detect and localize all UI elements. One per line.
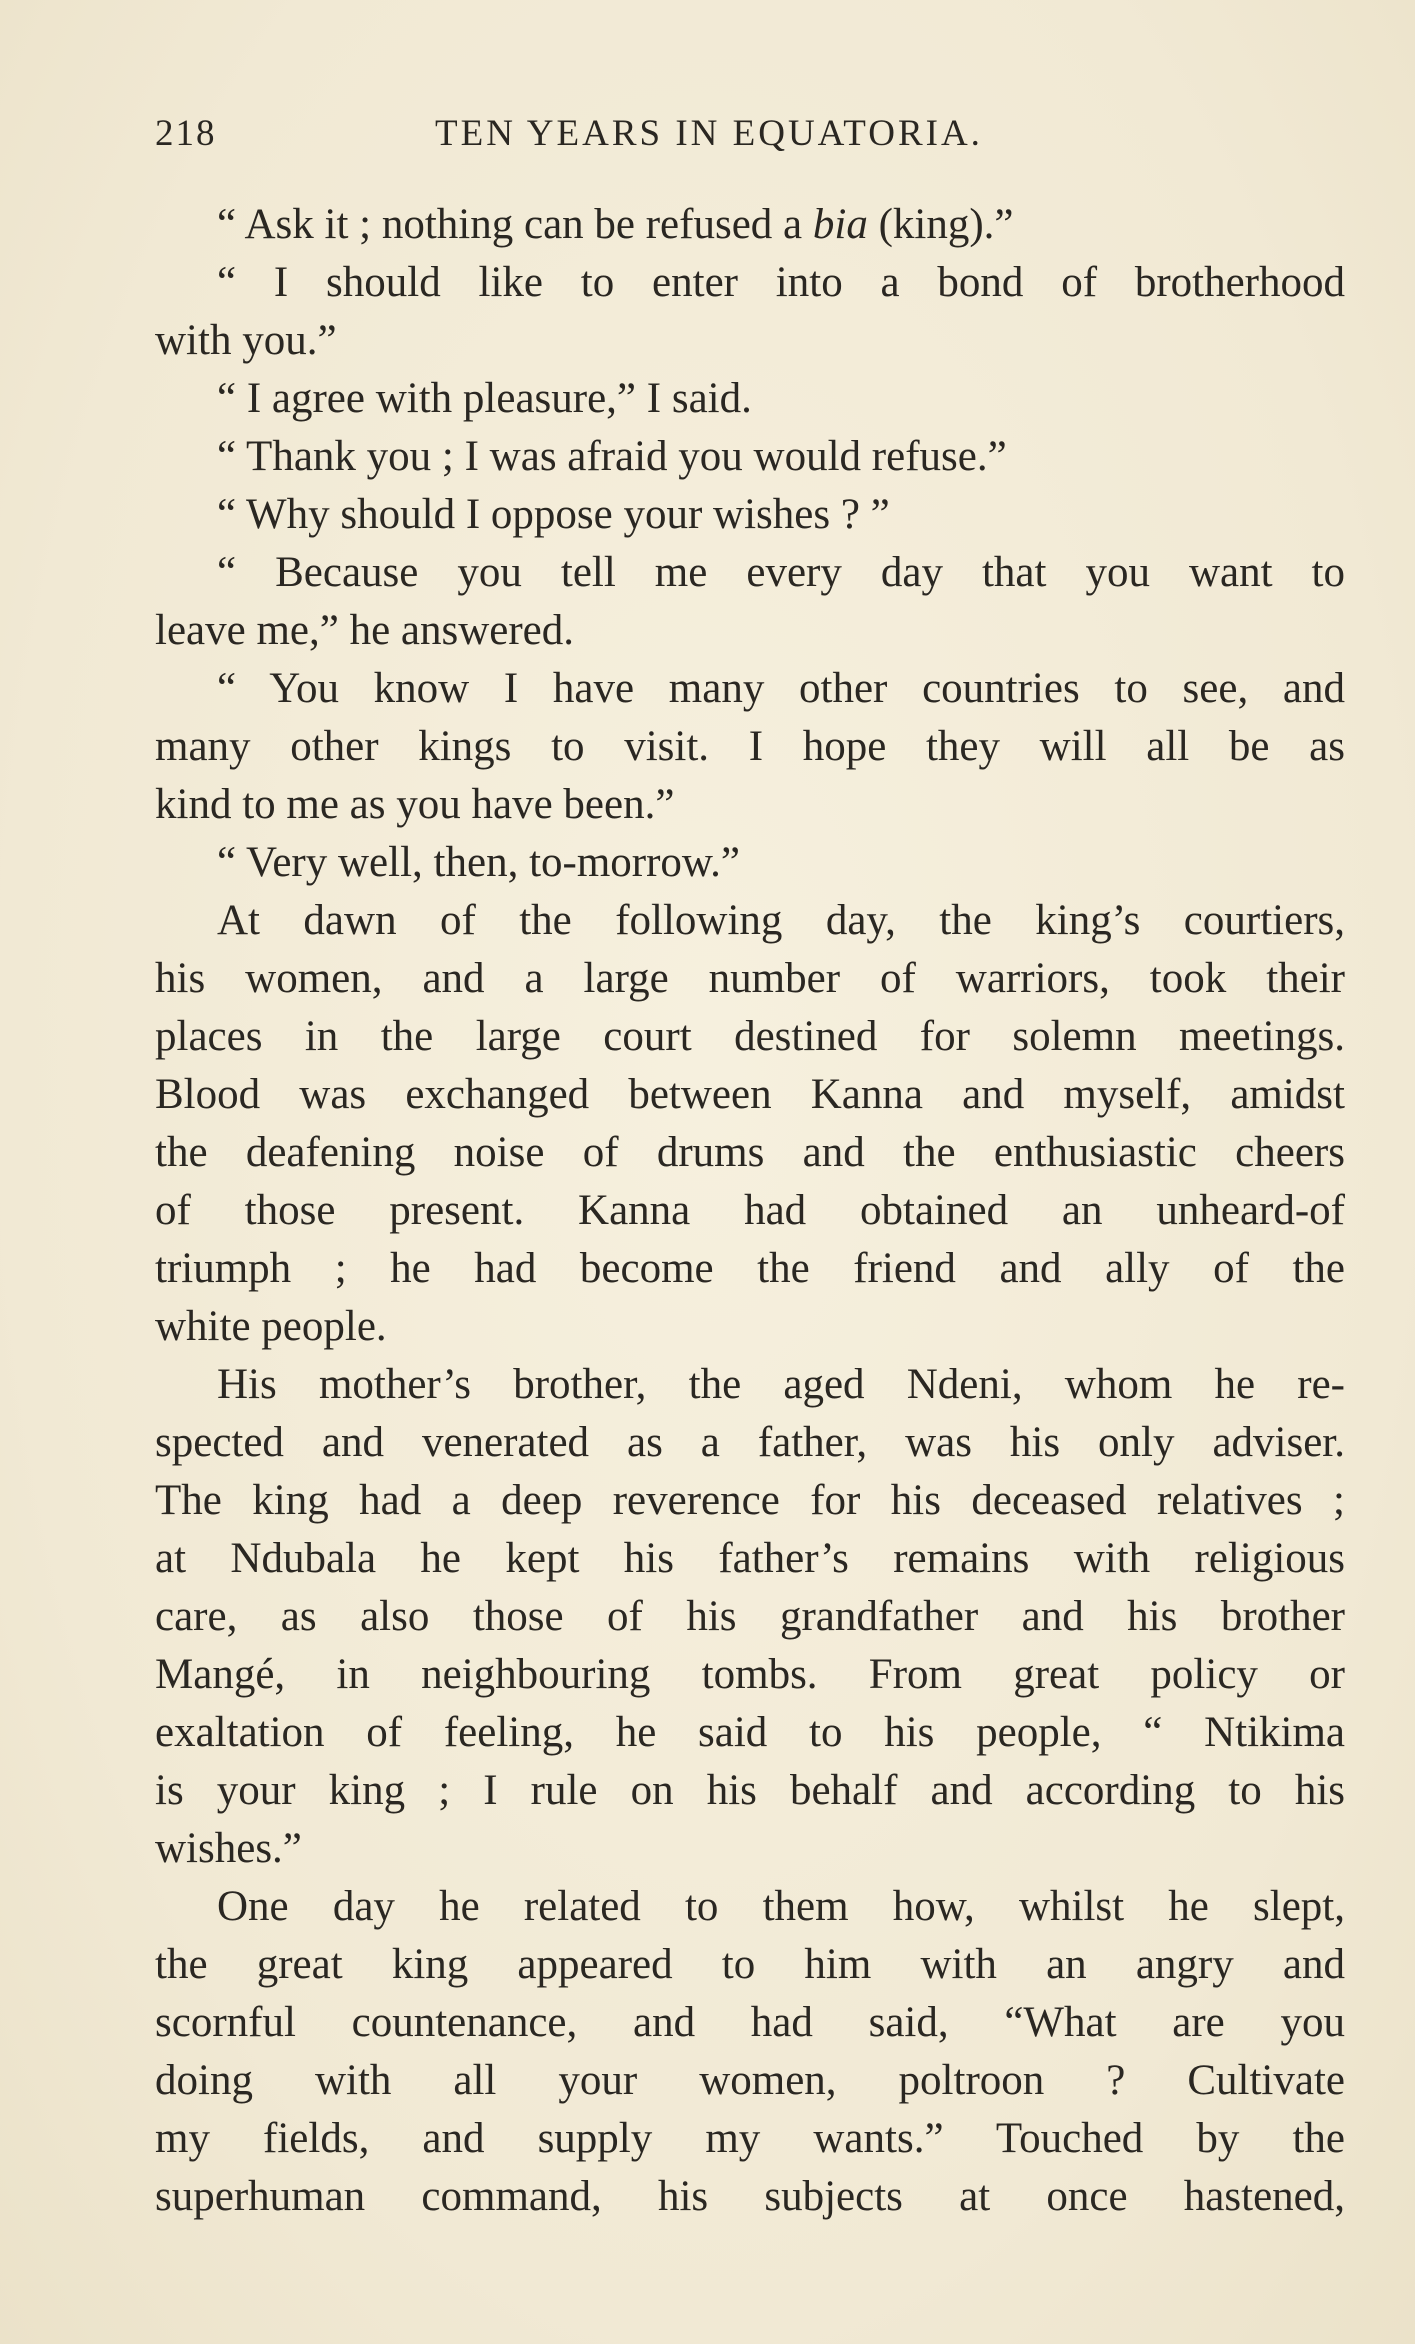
text-line: “ Thank you ; I was afraid you would refuse.” — [217, 433, 1007, 480]
text-line: At dawn of the following day, the king’s courtiers, — [217, 897, 1345, 944]
text-line: superhuman command, his subjects at once hastened, — [155, 2173, 1345, 2220]
text-line: care, as also those of his grandfather and his brother — [155, 1593, 1345, 1640]
text-line: white people. — [155, 1303, 387, 1350]
text-line: “ I should like to enter into a bond of brotherhood — [217, 259, 1345, 306]
text-line: Mangé, in neighbouring tombs. From great policy or — [155, 1651, 1345, 1698]
text-span: (king).” — [867, 201, 1014, 248]
text-line: The king had a deep reverence for his deceased relatives ; — [155, 1477, 1345, 1524]
text-line: the great king appeared to him with an angry and — [155, 1941, 1345, 1988]
text-line — [217, 196, 1014, 254]
text-line: wishes.” — [155, 1825, 302, 1872]
text-line: spected and venerated as a father, was his only adviser. — [155, 1419, 1345, 1466]
text-line: with you.” — [155, 317, 337, 364]
text-line: at Ndubala he kept his father’s remains with religious — [155, 1535, 1345, 1582]
text-line: kind to me as you have been.” — [155, 781, 675, 828]
text-line: my fields, and supply my wants.” Touched by the — [155, 2115, 1345, 2162]
text-line: is your king ; I rule on his behalf and according to his — [155, 1767, 1345, 1814]
text-line: many other kings to visit. I hope they will all be as — [155, 723, 1345, 770]
italic-word: bia — [812, 201, 868, 248]
running-title: TEN YEARS IN EQUATORIA. — [435, 113, 983, 154]
text-line: Blood was exchanged between Kanna and myself, amidst — [155, 1071, 1345, 1118]
text-line: leave me,” he answered. — [155, 607, 575, 654]
text-line: “ I agree with pleasure,” I said. — [217, 375, 752, 422]
text-line: “ Why should I oppose your wishes ? ” — [217, 491, 890, 538]
text-line: His mother’s brother, the aged Ndeni, whom he re- — [217, 1361, 1345, 1408]
text-line: places in the large court destined for solemn meetings. — [155, 1013, 1345, 1060]
text-line: scornful countenance, and had said, “What are you — [155, 1999, 1345, 2046]
text-line: the deafening noise of drums and the enthusiastic cheers — [155, 1129, 1345, 1176]
page-header — [155, 112, 1345, 162]
text-line: One day he related to them how, whilst he slept, — [217, 1883, 1345, 1930]
text-line: his women, and a large number of warriors, took their — [155, 955, 1345, 1002]
text-span: “ Ask it ; nothing can be refused a — [217, 201, 813, 248]
page-number: 218 — [155, 113, 217, 154]
text-line: triumph ; he had become the friend and ally of the — [155, 1245, 1345, 1292]
text-line: exaltation of feeling, he said to his people, “ Ntikima — [155, 1709, 1345, 1756]
text-line: “ You know I have many other countries to see, and — [217, 665, 1345, 712]
text-line: of those present. Kanna had obtained an unheard-of — [155, 1187, 1345, 1234]
text-line: “ Because you tell me every day that you want to — [217, 549, 1345, 596]
text-line: doing with all your women, poltroon ? Cultivate — [155, 2057, 1345, 2104]
text-line: “ Very well, then, to-morrow.” — [217, 839, 741, 886]
